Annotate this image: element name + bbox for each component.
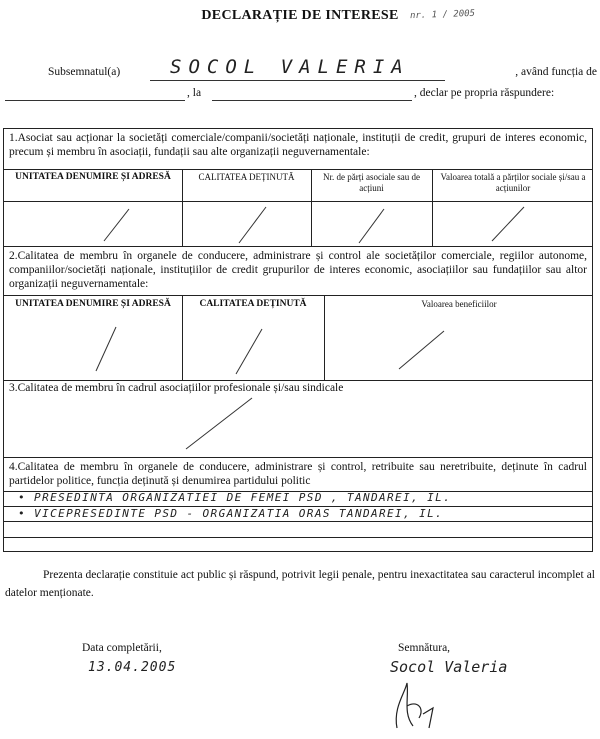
at-label: , la bbox=[187, 87, 202, 99]
declare-label: , declar pe propria răspundere: bbox=[414, 87, 555, 99]
signature-label: Semnătura, bbox=[398, 642, 451, 654]
section-3-heading: 3.Calitatea de membru în cadrul asociațiilor profesionale și/sau sindicale bbox=[9, 382, 344, 394]
section-4-heading: 4.Calitatea de membru în organele de conducere, administrare și control, retribuite sau neretribuite, deținute în cadrul partidelor politice, funcția deținută și denumirea partidului politic bbox=[9, 461, 587, 487]
signature-scribble bbox=[385, 678, 445, 733]
institution-line bbox=[212, 100, 412, 101]
s1-col-role: CALITATEA DEȚINUTĂ bbox=[198, 172, 295, 182]
s1-col-shares: Nr. de părți asociale sau de acțiuni bbox=[323, 172, 420, 193]
section-1-heading: 1.Asociat sau acționar la societăți comerciale/companii/societăți naționale, instituții de credit, grupuri de interes economic, precum și membru în asociații, fundații sau alte organizații neguvernamentale: bbox=[9, 132, 587, 158]
legal-statement: Prezenta declarație constituie act public și răspund, potrivit legii penale, pentru inexactitatea sau caracterul incomplet al datelor menționate. bbox=[5, 569, 595, 599]
s3-empty-strike bbox=[4, 394, 594, 454]
registration-note: nr. 1 / 2005 bbox=[409, 8, 476, 22]
completion-date: 13.04.2005 bbox=[88, 660, 177, 675]
undersigned-name: SOCOL VALERIA bbox=[170, 56, 410, 78]
s2-col-role: CALITATEA DEȚINUTĂ bbox=[199, 299, 307, 309]
function-label: , având funcția de bbox=[515, 66, 597, 78]
s2-col-unit: UNITATEA DENUMIRE ȘI ADRESĂ bbox=[15, 299, 171, 309]
section-2-heading: 2.Calitatea de membru în organele de conducere, administrare și control ale societăților comerciale, regiilor autonome, companiilor/societăți naționale, instituțiilor de credit grupurilor de interes economic, asociațiilor sau fundațiilor sau altor organizații neguvernamentale: bbox=[9, 250, 587, 290]
party-role-entry: • PRESEDINTA ORGANIZATIEI DE FEMEI PSD , TANDAREI, IL. bbox=[18, 491, 452, 504]
interests-table bbox=[3, 128, 593, 552]
signature-name: Socol Valeria bbox=[390, 658, 508, 676]
date-label: Data completării, bbox=[82, 642, 162, 654]
s1-col-unit: UNITATEA DENUMIRE ȘI ADRESĂ bbox=[15, 172, 171, 182]
s1-empty-strikes bbox=[4, 201, 594, 246]
s1-col-value: Valoarea totală a părților sociale și/sau a acțiunilor bbox=[440, 172, 586, 193]
s2-col-benefits: Valoarea beneficiilor bbox=[421, 299, 497, 309]
function-line bbox=[5, 100, 185, 101]
undersigned-label: Subsemnatul(a) bbox=[48, 66, 121, 78]
document-title: DECLARAȚIE DE INTERESE bbox=[201, 8, 399, 23]
party-role-entry: • VICEPRESEDINTE PSD - ORGANIZATIA ORAS TANDAREI, IL. bbox=[18, 507, 444, 520]
s2-empty-strikes bbox=[4, 319, 594, 379]
name-line bbox=[150, 80, 445, 81]
